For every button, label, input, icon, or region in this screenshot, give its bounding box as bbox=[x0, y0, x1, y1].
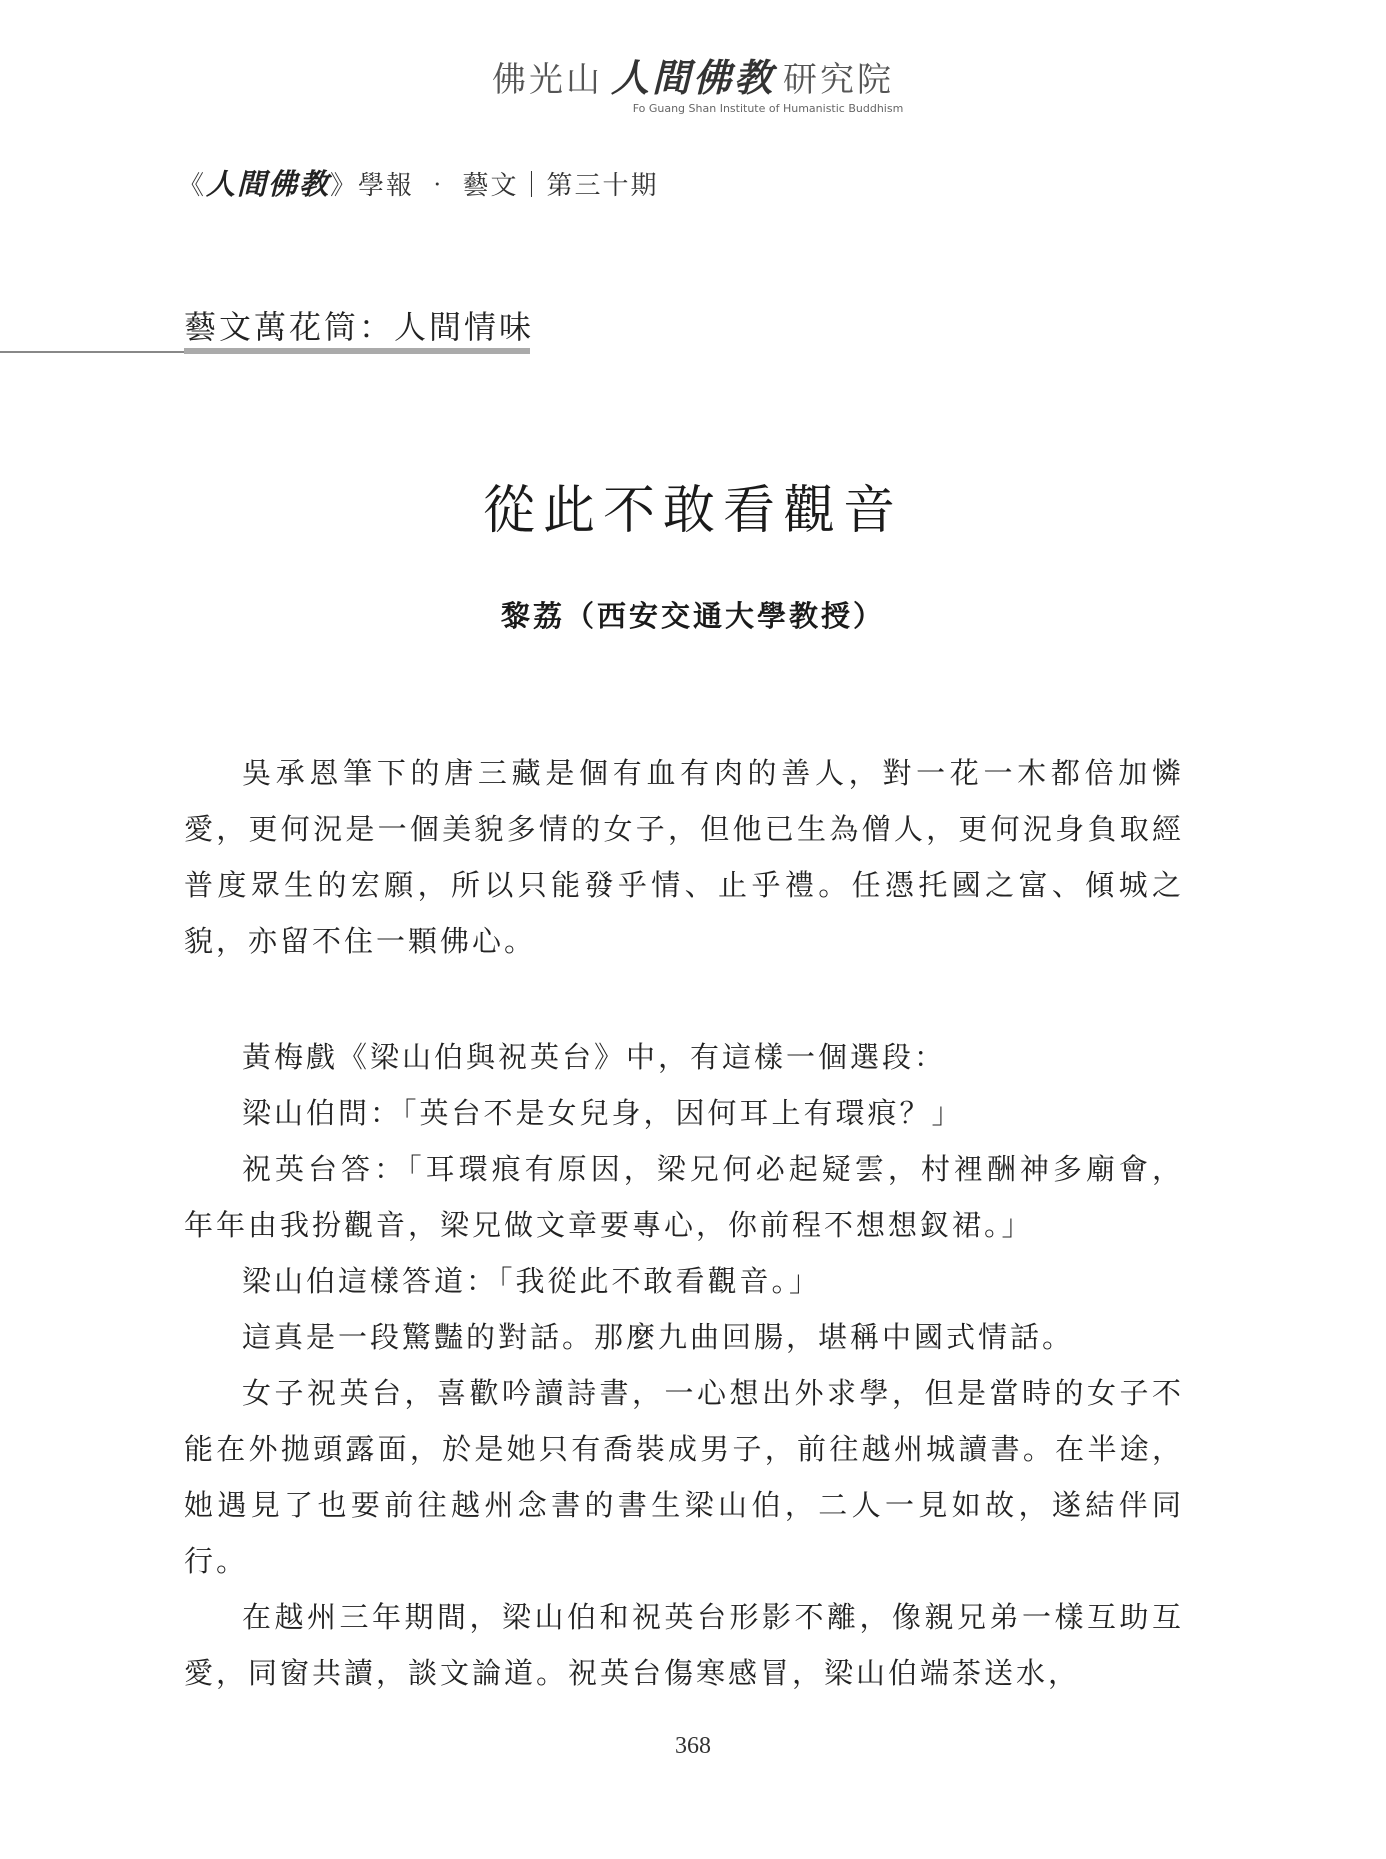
journal-brand: 人間佛教 bbox=[206, 167, 331, 201]
journal-suffix: 》學報 ‧ 藝文｜第三十期 bbox=[330, 171, 659, 201]
institute-english-name: Fo Guang Shan Institute of Humanistic Buddhism bbox=[632, 102, 904, 115]
body-paragraph-3: 梁山伯問：「英台不是女兒身，因何耳上有環痕？」 bbox=[242, 1096, 964, 1130]
article-body bbox=[184, 745, 1184, 1701]
institute-brand-logo: 人間佛教 bbox=[610, 56, 775, 100]
page-number: 368 bbox=[675, 1733, 711, 1759]
body-paragraph-1: 吳承恩筆下的唐三藏是個有血有肉的善人，對一花一木都倍加憐愛，更何況是一個美貌多情的女子，但他已生為僧人，更何況身負取經普度眾生的宏願，所以只能發乎情、止乎禮。任憑托國之富、傾城之貌，亦留不住一顆佛心。 bbox=[184, 756, 1184, 958]
body-paragraph-6: 這真是一段驚豔的對話。那麼九曲回腸，堪稱中國式情話。 bbox=[242, 1320, 1075, 1354]
institute-name bbox=[0, 58, 1386, 100]
institute-name-suffix: 研究院 bbox=[783, 60, 894, 100]
body-paragraph-2: 黃梅戲《梁山伯與祝英台》中，有這樣一個選段： bbox=[242, 1040, 947, 1074]
article-author: 黎荔（西安交通大學教授） bbox=[500, 599, 885, 633]
section-underline bbox=[184, 348, 530, 354]
section-title: 藝文萬花筒：人間情味 bbox=[184, 308, 535, 346]
body-paragraph-4: 祝英台答：「耳環痕有原因，梁兄何必起疑雲，村裡酬神多廟會，年年由我扮觀音，梁兄做文章要專心，你前程不想想釵裙。」 bbox=[184, 1152, 1184, 1242]
body-paragraph-8: 在越州三年期間，梁山伯和祝英台形影不離，像親兄弟一樣互助互愛，同窗共讀，談文論道。祝英台傷寒感冒，梁山伯端茶送水， bbox=[184, 1600, 1184, 1690]
journal-running-header bbox=[178, 162, 659, 203]
institute-name-prefix: 佛光山 bbox=[491, 60, 603, 100]
body-paragraph-7: 女子祝英台，喜歡吟讀詩書，一心想出外求學，但是當時的女子不能在外拋頭露面，於是她只有喬裝成男子，前往越州城讀書。在半途，她遇見了也要前往越州念書的書生梁山伯，二人一見如故，遂結伴同行。 bbox=[184, 1376, 1184, 1578]
article-title: 從此不敢看觀音 bbox=[482, 481, 903, 541]
institute-header bbox=[0, 58, 1386, 115]
journal-prefix: 《 bbox=[178, 171, 207, 201]
body-paragraph-5: 梁山伯這樣答道：「我從此不敢看觀音。」 bbox=[242, 1264, 822, 1298]
